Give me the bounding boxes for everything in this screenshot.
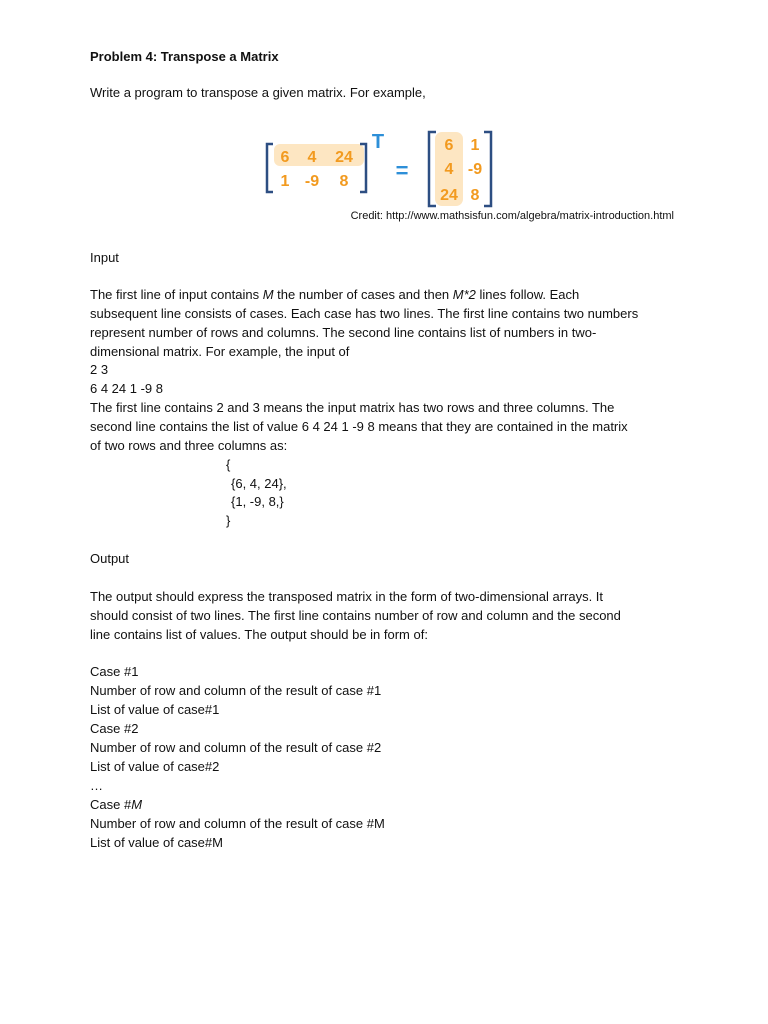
italic-m: M [262,287,274,302]
output-format-line: Number of row and column of the result of case #1 [90,683,382,698]
right-matrix-cell: 1 [470,137,480,154]
output-format-line: List of value of case#M [90,835,223,850]
text-run: the number of cases and then [273,287,453,302]
output-format-line: List of value of case#2 [90,759,220,774]
input-paragraph-line: dimensional matrix. For example, the input of [90,344,350,359]
right-matrix-cell: 8 [470,187,480,204]
italic-m: M [131,797,143,812]
transpose-superscript: T [371,131,385,153]
example-input-line: 6 4 24 1 -9 8 [90,381,163,396]
left-matrix-cell: 6 [280,149,290,166]
output-format-line: Case #2 [90,721,139,736]
image-credit: Credit: http://www.mathsisfun.com/algebra/matrix-introduction.html [350,210,674,222]
output-paragraph-line: The output should express the transposed matrix in the form of two-dimensional arrays. It [90,589,604,604]
input-paragraph-line: The first line contains 2 and 3 means the input matrix has two rows and three columns. The [90,400,615,415]
output-format-line: Number of row and column of the result of case #2 [90,740,382,755]
output-format-line: List of value of case#1 [90,702,220,717]
right-bracket-open [429,132,436,206]
right-matrix-cell: 4 [444,161,454,178]
right-matrix-cell: -9 [467,161,483,178]
array-row: {1, -9, 8,} [231,494,284,509]
text-run: Case # [90,797,132,812]
equals-sign: = [395,158,409,183]
output-heading: Output [90,551,130,566]
italic-m2: M*2 [452,287,476,302]
output-paragraph-line: should consist of two lines. The first line contains number of row and column and the second [90,608,621,623]
input-paragraph-line: of two rows and three columns as: [90,438,288,453]
input-paragraph-line: represent number of rows and columns. The second line contains list of numbers in two- [90,325,597,340]
transpose-figure [262,128,502,210]
example-input-line: 2 3 [90,362,109,377]
output-format-line: Number of row and column of the result of case #M [90,816,385,831]
left-matrix-cell: 1 [280,173,290,190]
input-paragraph-line [90,285,579,304]
output-format-line [90,795,142,814]
output-format-ellipsis: … [90,778,103,793]
right-matrix-cell: 6 [444,137,454,154]
left-matrix-cell: -9 [304,173,320,190]
input-heading: Input [90,250,119,265]
left-matrix-cell: 8 [339,173,349,190]
array-brace-close: } [226,513,231,528]
left-matrix-cell: 4 [307,149,317,166]
left-bracket-open [267,144,273,192]
problem-title: Problem 4: Transpose a Matrix [90,49,279,64]
right-bracket-close [484,132,491,206]
input-paragraph-line: second line contains the list of value 6 4 24 1 -9 8 means that they are contained in the matrix [90,419,628,434]
text-run: The first line of input contains [90,287,263,302]
right-matrix-cell: 24 [440,187,458,204]
intro-text: Write a program to transpose a given matrix. For example, [90,85,426,100]
left-matrix-cell: 24 [335,149,353,166]
array-row: {6, 4, 24}, [231,476,287,491]
input-paragraph-line: subsequent line consists of cases. Each case has two lines. The first line contains two numbers [90,306,639,321]
text-run: lines follow. Each [475,287,580,302]
array-brace-open: { [226,457,231,472]
output-paragraph-line: line contains list of values. The output should be in form of: [90,627,428,642]
output-format-line: Case #1 [90,664,139,679]
